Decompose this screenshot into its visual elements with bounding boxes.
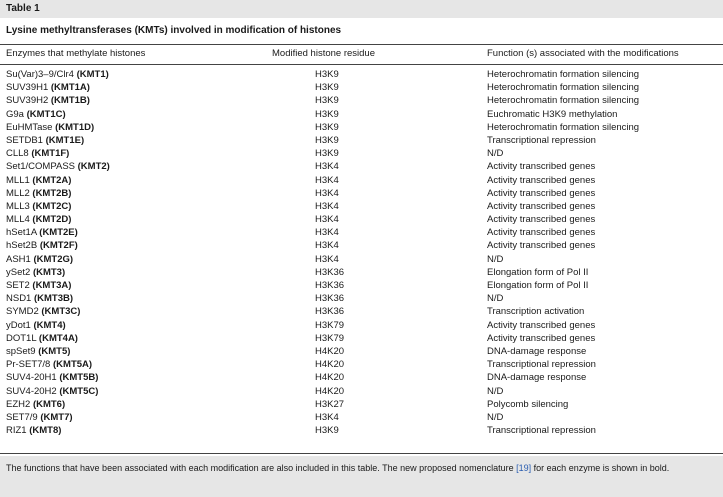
footnote-text-after: for each enzyme is shown in bold. (531, 463, 670, 473)
enzyme-cell (0, 81, 272, 94)
kmt-nomenclature: (KMT5) (38, 345, 71, 357)
kmt-nomenclature: (KMT1D) (55, 121, 95, 133)
enzyme-name: hSet2B (6, 240, 40, 252)
enzyme-name: G9a (6, 108, 27, 120)
enzyme-name: MLL2 (6, 187, 33, 199)
enzyme-cell (0, 411, 272, 424)
footnote-reference-link[interactable]: [19] (516, 463, 532, 473)
kmt-nomenclature: (KMT1C) (26, 108, 66, 120)
function-cell: Activity transcribed genes (487, 174, 596, 186)
table-row (0, 147, 723, 160)
kmt-nomenclature: (KMT8) (29, 425, 62, 437)
kmt-nomenclature: (KMT1A) (50, 82, 90, 94)
function-cell: DNA-damage response (487, 372, 587, 384)
residue-cell: H3K4 (315, 187, 339, 199)
function-cell: Polycomb silencing (487, 398, 569, 410)
residue-cell: H3K79 (315, 319, 345, 331)
residue-cell: H4K20 (315, 372, 345, 384)
residue-cell: H3K9 (315, 121, 339, 133)
caption-rule (0, 44, 723, 45)
function-cell: Activity transcribed genes (487, 332, 596, 344)
function-cell: Elongation form of Pol II (487, 280, 589, 291)
table-row (0, 174, 723, 187)
enzyme-name: MLL1 (6, 174, 33, 186)
enzyme-name: SET2 (6, 280, 33, 291)
table-row (0, 398, 723, 411)
enzyme-cell (0, 200, 272, 213)
kmt-nomenclature: (KMT4A) (38, 332, 78, 344)
table-row (0, 134, 723, 147)
enzyme-cell (0, 385, 272, 398)
enzyme-cell (0, 345, 272, 358)
table-caption: Lysine methyltransferases (KMTs) involved in modification of histones (6, 25, 342, 36)
function-cell: Activity transcribed genes (487, 319, 596, 331)
enzyme-name: SYMD2 (6, 306, 42, 318)
table-row (0, 81, 723, 94)
enzyme-cell (0, 398, 272, 411)
residue-cell: H3K27 (315, 398, 345, 410)
residue-cell: H3K9 (315, 95, 339, 107)
table-header (0, 47, 723, 65)
enzyme-name: Pr-SET7/8 (6, 359, 53, 371)
enzyme-cell (0, 147, 272, 160)
table-row (0, 279, 723, 292)
table-row (0, 371, 723, 384)
residue-cell: H3K4 (315, 214, 339, 226)
header-residue: Modified histone residue (272, 48, 375, 59)
function-cell: Heterochromatin formation silencing (487, 95, 640, 107)
residue-cell: H3K9 (315, 69, 339, 80)
enzyme-cell (0, 226, 272, 239)
function-cell: DNA-damage response (487, 345, 587, 357)
function-cell: Elongation form of Pol II (487, 266, 589, 278)
residue-cell: H3K36 (315, 293, 345, 305)
table-row (0, 332, 723, 345)
enzyme-cell (0, 108, 272, 121)
table-row (0, 253, 723, 266)
function-cell: Heterochromatin formation silencing (487, 69, 640, 80)
residue-cell: H3K9 (315, 108, 339, 120)
table-row (0, 213, 723, 226)
enzyme-name: ySet2 (6, 266, 33, 278)
residue-cell: H3K36 (315, 280, 345, 291)
table-body (0, 68, 723, 437)
enzyme-cell (0, 319, 272, 332)
enzyme-name: ASH1 (6, 253, 34, 265)
kmt-nomenclature: (KMT1E) (45, 134, 85, 146)
residue-cell: H4K20 (315, 345, 345, 357)
kmt-nomenclature: (KMT3) (32, 266, 66, 278)
enzyme-cell (0, 213, 272, 226)
residue-cell: H3K4 (315, 174, 339, 186)
table-row (0, 94, 723, 107)
table-row (0, 385, 723, 398)
table-footnote (6, 462, 718, 475)
enzyme-cell (0, 305, 272, 318)
enzyme-name: SET7/9 (6, 411, 41, 423)
function-cell: Heterochromatin formation silencing (487, 82, 640, 94)
table-row (0, 345, 723, 358)
kmt-nomenclature: (KMT2) (77, 161, 110, 173)
kmt-nomenclature: (KMT3A) (32, 280, 72, 291)
kmt-nomenclature: (KMT1) (76, 69, 109, 80)
kmt-nomenclature: (KMT5B) (59, 372, 99, 384)
enzyme-name: SUV4-20H2 (6, 385, 60, 397)
function-cell: N/D (487, 148, 504, 160)
enzyme-name: RIZ1 (6, 425, 30, 437)
residue-cell: H3K4 (315, 227, 339, 239)
enzyme-name: DOT1L (6, 332, 39, 344)
enzyme-name: MLL3 (6, 200, 33, 212)
residue-cell: H3K9 (315, 148, 339, 160)
enzyme-cell (0, 266, 272, 279)
kmt-nomenclature: (KMT6) (32, 398, 66, 410)
table-row (0, 239, 723, 252)
table-row (0, 200, 723, 213)
kmt-nomenclature: (KMT5A) (53, 359, 93, 371)
enzyme-cell (0, 121, 272, 134)
table-label: Table 1 (0, 0, 723, 18)
enzyme-name: SUV39H1 (6, 82, 51, 94)
kmt-nomenclature: (KMT2A) (32, 174, 72, 186)
kmt-nomenclature: (KMT4) (33, 319, 66, 331)
enzyme-name: CLL8 (6, 148, 32, 160)
enzyme-cell (0, 332, 272, 345)
residue-cell: H3K36 (315, 306, 345, 318)
kmt-nomenclature: (KMT3B) (33, 293, 74, 305)
function-cell: Euchromatic H3K9 methylation (487, 108, 618, 120)
function-cell: Heterochromatin formation silencing (487, 121, 640, 133)
residue-cell: H3K9 (315, 82, 339, 94)
function-cell: Transcriptional repression (487, 425, 596, 437)
function-cell: Activity transcribed genes (487, 214, 596, 226)
enzyme-name: NSD1 (6, 293, 34, 305)
enzyme-cell (0, 358, 272, 371)
residue-cell: H3K9 (315, 425, 339, 437)
enzyme-cell (0, 292, 272, 305)
enzyme-name: SUV4-20H1 (6, 372, 60, 384)
kmt-nomenclature: (KMT2G) (33, 253, 74, 265)
kmt-nomenclature: (KMT2E) (39, 227, 78, 239)
header-rule (0, 64, 723, 65)
enzyme-name: EuHMTase (6, 121, 56, 133)
residue-cell: H3K36 (315, 266, 345, 278)
table-row (0, 160, 723, 173)
table-row (0, 108, 723, 121)
enzyme-name: SETDB1 (6, 134, 46, 146)
enzyme-name: spSet9 (6, 345, 39, 357)
kmt-nomenclature: (KMT2D) (32, 214, 72, 226)
function-cell: N/D (487, 293, 504, 305)
function-cell: Transcription activation (487, 306, 585, 318)
residue-cell: H3K4 (315, 411, 339, 423)
header-enzyme: Enzymes that methylate histones (6, 48, 146, 59)
residue-cell: H3K4 (315, 200, 339, 212)
enzyme-cell (0, 279, 272, 292)
enzyme-cell (0, 94, 272, 107)
function-cell: N/D (487, 385, 504, 397)
enzyme-name: MLL4 (6, 214, 33, 226)
table-row (0, 266, 723, 279)
residue-cell: H3K9 (315, 134, 339, 146)
enzyme-cell (0, 68, 272, 81)
enzyme-cell (0, 424, 272, 437)
residue-cell: H4K20 (315, 359, 345, 371)
function-cell: Transcriptional repression (487, 134, 596, 146)
enzyme-name: hSet1A (6, 227, 40, 239)
kmt-nomenclature: (KMT2F) (39, 240, 78, 252)
table-row (0, 319, 723, 332)
enzyme-cell (0, 134, 272, 147)
header-function: Function (s) associated with the modifications (487, 48, 679, 59)
function-cell: Activity transcribed genes (487, 240, 596, 252)
bottom-rule (0, 453, 723, 454)
table-row (0, 68, 723, 81)
residue-cell: H4K20 (315, 385, 345, 397)
kmt-nomenclature: (KMT1F) (31, 148, 70, 160)
enzyme-name: EZH2 (6, 398, 33, 410)
footnote-text-before: The functions that have been associated with each modification are also included in this table. The new proposed nomenclature (6, 463, 517, 473)
function-cell: N/D (487, 411, 504, 423)
kmt-nomenclature: (KMT3C) (41, 306, 81, 318)
table-row (0, 358, 723, 371)
enzyme-cell (0, 239, 272, 252)
kmt-nomenclature: (KMT2C) (32, 200, 72, 212)
function-cell: N/D (487, 253, 504, 265)
function-cell: Transcriptional repression (487, 359, 596, 371)
kmt-nomenclature: (KMT7) (40, 411, 73, 423)
kmt-nomenclature: (KMT2B) (32, 187, 72, 199)
table-row (0, 292, 723, 305)
enzyme-cell (0, 253, 272, 266)
enzyme-name: Set1/COMPASS (6, 161, 78, 173)
table-row (0, 187, 723, 200)
enzyme-name: SUV39H2 (6, 95, 51, 107)
table-row (0, 411, 723, 424)
enzyme-cell (0, 174, 272, 187)
table-row (0, 424, 723, 437)
table-row (0, 305, 723, 318)
function-cell: Activity transcribed genes (487, 227, 596, 239)
enzyme-name: yDot1 (6, 319, 34, 331)
enzyme-cell (0, 160, 272, 173)
function-cell: Activity transcribed genes (487, 200, 596, 212)
function-cell: Activity transcribed genes (487, 161, 596, 173)
residue-cell: H3K4 (315, 161, 339, 173)
enzyme-cell (0, 187, 272, 200)
residue-cell: H3K4 (315, 240, 339, 252)
residue-cell: H3K79 (315, 332, 345, 344)
residue-cell: H3K4 (315, 253, 339, 265)
function-cell: Activity transcribed genes (487, 187, 596, 199)
kmt-nomenclature: (KMT1B) (50, 95, 90, 107)
kmt-nomenclature: (KMT5C) (59, 385, 99, 397)
enzyme-name: Su(Var)3–9/Clr4 (6, 69, 77, 80)
enzyme-cell (0, 371, 272, 384)
table-row (0, 121, 723, 134)
table-row (0, 226, 723, 239)
